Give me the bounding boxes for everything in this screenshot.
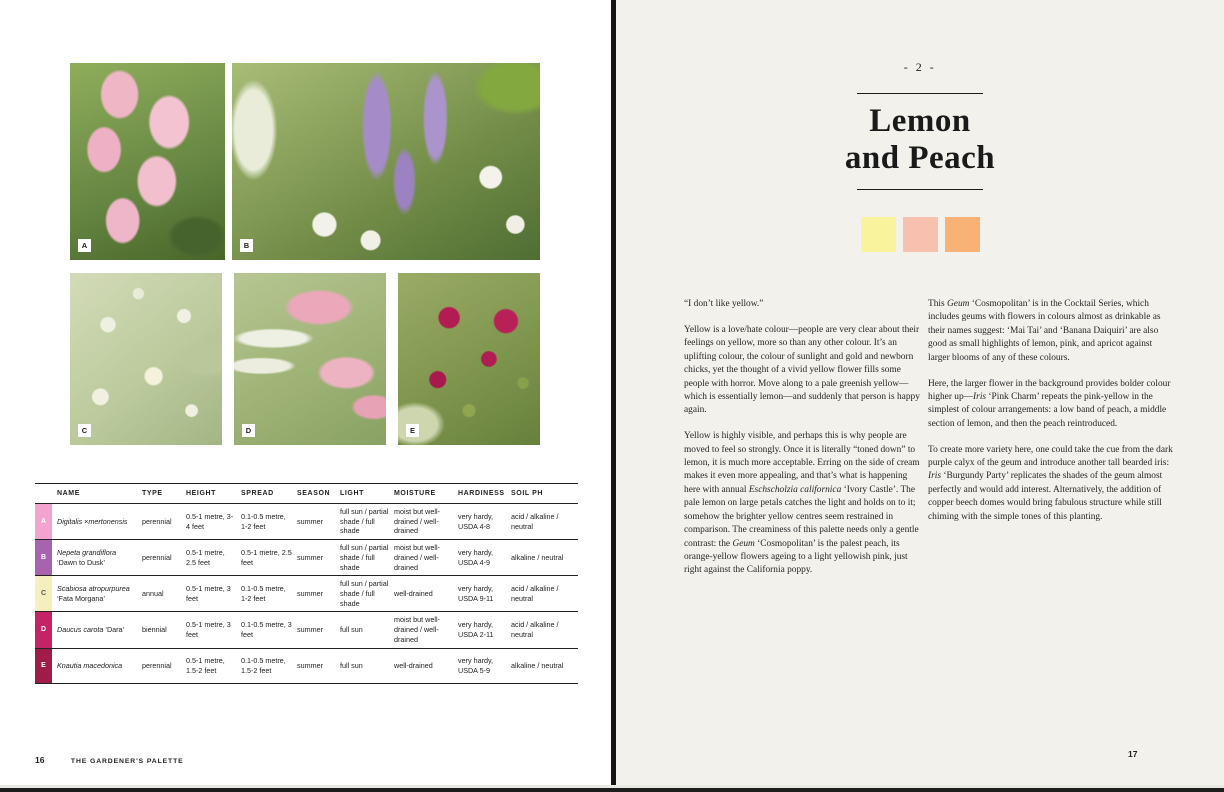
left-page-footer bbox=[35, 750, 184, 768]
table-cell: 0.5-1 metre, 3 feet bbox=[186, 612, 241, 648]
photo-knautia bbox=[398, 273, 540, 445]
table-cell: full sun / partial shade / full shade bbox=[340, 540, 394, 576]
photo-label-d: D bbox=[242, 424, 255, 437]
table-cell: very hardy, USDA 4-9 bbox=[458, 540, 511, 576]
column-header: SOIL PH bbox=[511, 484, 578, 504]
column-header: MOISTURE bbox=[394, 484, 458, 504]
title-rule-bottom bbox=[857, 189, 983, 190]
table-row bbox=[35, 576, 578, 612]
chapter-number: - 2 - bbox=[903, 60, 937, 74]
photo-label-e: E bbox=[406, 424, 419, 437]
table-cell: summer bbox=[297, 504, 340, 540]
table-cell: well-drained bbox=[394, 648, 458, 683]
row-key-swatch: C bbox=[35, 576, 52, 612]
palette-swatches bbox=[616, 217, 1224, 252]
table-cell: summer bbox=[297, 612, 340, 648]
page-number-right: 17 bbox=[1128, 749, 1138, 759]
table-cell: 0.5-1 metre, 3-4 feet bbox=[186, 504, 241, 540]
table-cell: 0.5-1 metre, 2.5 feet bbox=[186, 540, 241, 576]
row-key-swatch: E bbox=[35, 648, 52, 683]
column-header: NAME bbox=[52, 484, 142, 504]
chapter-title bbox=[616, 103, 1224, 177]
table-row bbox=[35, 540, 578, 576]
book-bottom-edge bbox=[0, 785, 1224, 792]
page-number-left: 16 bbox=[35, 755, 45, 765]
chapter-header bbox=[616, 60, 1224, 252]
column-header: TYPE bbox=[142, 484, 186, 504]
table-cell: moist but well-drained / well-drained bbox=[394, 612, 458, 648]
column-header: HEIGHT bbox=[186, 484, 241, 504]
photo-nepeta bbox=[232, 63, 540, 260]
photo-digitalis bbox=[70, 63, 225, 260]
column-header: LIGHT bbox=[340, 484, 394, 504]
title-rule-top bbox=[857, 93, 983, 94]
palette-swatch bbox=[945, 217, 980, 252]
column-header: SEASON bbox=[297, 484, 340, 504]
column-header: SPREAD bbox=[241, 484, 297, 504]
table-row bbox=[35, 612, 578, 648]
table-cell: summer bbox=[297, 576, 340, 612]
running-footer-title: THE GARDENER'S PALETTE bbox=[70, 758, 184, 765]
table-cell: full sun bbox=[340, 612, 394, 648]
table-cell: perennial bbox=[142, 540, 186, 576]
row-key-swatch: D bbox=[35, 612, 52, 648]
photo-scabiosa bbox=[70, 273, 222, 445]
palette-swatch bbox=[903, 217, 938, 252]
photo-daucus bbox=[234, 273, 386, 445]
column-header: HARDINESS bbox=[458, 484, 511, 504]
swatch-column-header bbox=[35, 484, 52, 504]
table-cell: moist but well-drained / well-drained bbox=[394, 540, 458, 576]
table-cell: 0.1-0.5 metre, 1-2 feet bbox=[241, 504, 297, 540]
photo-label-c: C bbox=[78, 424, 91, 437]
table-cell: very hardy, USDA 4-8 bbox=[458, 504, 511, 540]
table-cell: 0.1-0.5 metre, 1.5-2 feet bbox=[241, 648, 297, 683]
body-paragraph: Yellow is highly visible, and perhaps this is why people are moved to feel so strongly. Once it is literally “toned down” to lemon, it is much more acceptable. Erring on the side of cream makes it even more appealing, and that’s what is happening here with annual Eschscholzia californica ‘Ivory Castle’. The pale lemon on large petals catches the light and holds on to it; somehow the brighter yellow centres seem restrained in comparison. The creaminess of this palette needs only a gentle contrast: the Geum ‘Cosmopolitan’ is the palest peach, its orange-yellow flowers ageing to a light yellowish pink, just right against the California poppy. bbox=[684, 431, 920, 576]
table-cell: 0.5-1 metre, 1.5-2 feet bbox=[186, 648, 241, 683]
table-cell: summer bbox=[297, 540, 340, 576]
table-cell: very hardy, USDA 5-9 bbox=[458, 648, 511, 683]
table-cell: annual bbox=[142, 576, 186, 612]
table-cell: acid / alkaline / neutral bbox=[511, 576, 578, 612]
body-column-right bbox=[928, 298, 1174, 537]
row-key-swatch: A bbox=[35, 504, 52, 540]
table-cell: Scabiosa atropurpurea ‘Fata Morgana’ bbox=[52, 576, 142, 612]
body-paragraph: “I don’t like yellow.” bbox=[684, 299, 764, 309]
body-column-left bbox=[684, 298, 924, 590]
table-cell: 0.5-1 metre, 3 feet bbox=[186, 576, 241, 612]
table-cell: Nepeta grandiflora ‘Dawn to Dusk’ bbox=[52, 540, 142, 576]
table-cell: full sun / partial shade / full shade bbox=[340, 504, 394, 540]
table-row bbox=[35, 504, 578, 540]
table-header-row bbox=[35, 484, 578, 504]
table-cell: biennial bbox=[142, 612, 186, 648]
plant-table-body bbox=[35, 504, 578, 684]
table-cell: Daucus carota ‘Dara’ bbox=[52, 612, 142, 648]
table-cell: full sun / partial shade / full shade bbox=[340, 576, 394, 612]
table-cell: alkaline / neutral bbox=[511, 540, 578, 576]
table-cell: 0.1-0.5 metre, 3 feet bbox=[241, 612, 297, 648]
left-page bbox=[0, 0, 611, 792]
body-paragraph: Here, the larger flower in the background provides bolder colour higher up—Iris ‘Pink Charm’ repeats the pink-yellow in the simplest of colour arrangements: a low band of peach, a middle section of lemon, and then the peach reintroduced. bbox=[928, 378, 1171, 429]
chapter-title-line2: and Peach bbox=[844, 140, 996, 176]
palette-swatch bbox=[861, 217, 896, 252]
body-paragraph: To create more variety here, one could take the cue from the dark purple calyx of the geum and introduce another tall bearded iris: Iris ‘Burgundy Party’ replicates the shades of the geum almost perfectly and would add interest. Alternatively, the addition of copper beech domes would bring fabulous structure while still chiming with the simple tones of this planting. bbox=[928, 444, 1173, 522]
table-cell: very hardy, USDA 9-11 bbox=[458, 576, 511, 612]
table-cell: perennial bbox=[142, 648, 186, 683]
table-cell: alkaline / neutral bbox=[511, 648, 578, 683]
table-cell: perennial bbox=[142, 504, 186, 540]
body-paragraph: Yellow is a love/hate colour—people are very clear about their feelings on yellow, more so than any other colour. It’s an uplifting colour, the colour of sunlight and gold and newborn chicks, yet the thought of a vivid yellow flower fills some people with horror. Move along to a pale greenish yellow—which is essentially lemon—and suddenly that person is happy again. bbox=[684, 324, 920, 416]
photo-label-b: B bbox=[240, 239, 253, 252]
table-cell: moist but well-drained / well-drained bbox=[394, 504, 458, 540]
plant-table bbox=[35, 483, 578, 684]
table-cell: 0.1-0.5 metre, 1-2 feet bbox=[241, 576, 297, 612]
table-cell: acid / alkaline / neutral bbox=[511, 504, 578, 540]
table-cell: very hardy, USDA 2-11 bbox=[458, 612, 511, 648]
body-paragraph: This Geum ‘Cosmopolitan’ is in the Cocktail Series, which includes geums with flowers in colours almost as drinkable as their names suggest: ‘Mai Tai’ and ‘Banana Daiquiri’ are also good as small highlights of lemon, pink, and apricot against larger blooms of any of these colours. bbox=[928, 299, 1161, 363]
table-cell: Digitalis ×mertonensis bbox=[52, 504, 142, 540]
row-key-swatch: B bbox=[35, 540, 52, 576]
table-cell: acid / alkaline / neutral bbox=[511, 612, 578, 648]
chapter-title-line1: Lemon bbox=[869, 103, 971, 139]
table-cell: Knautia macedonica bbox=[52, 648, 142, 683]
table-cell: summer bbox=[297, 648, 340, 683]
photo-label-a: A bbox=[78, 239, 91, 252]
table-cell: well-drained bbox=[394, 576, 458, 612]
right-page bbox=[616, 0, 1224, 792]
table-row bbox=[35, 648, 578, 683]
table-cell: full sun bbox=[340, 648, 394, 683]
table-cell: 0.5-1 metre, 2.5 feet bbox=[241, 540, 297, 576]
